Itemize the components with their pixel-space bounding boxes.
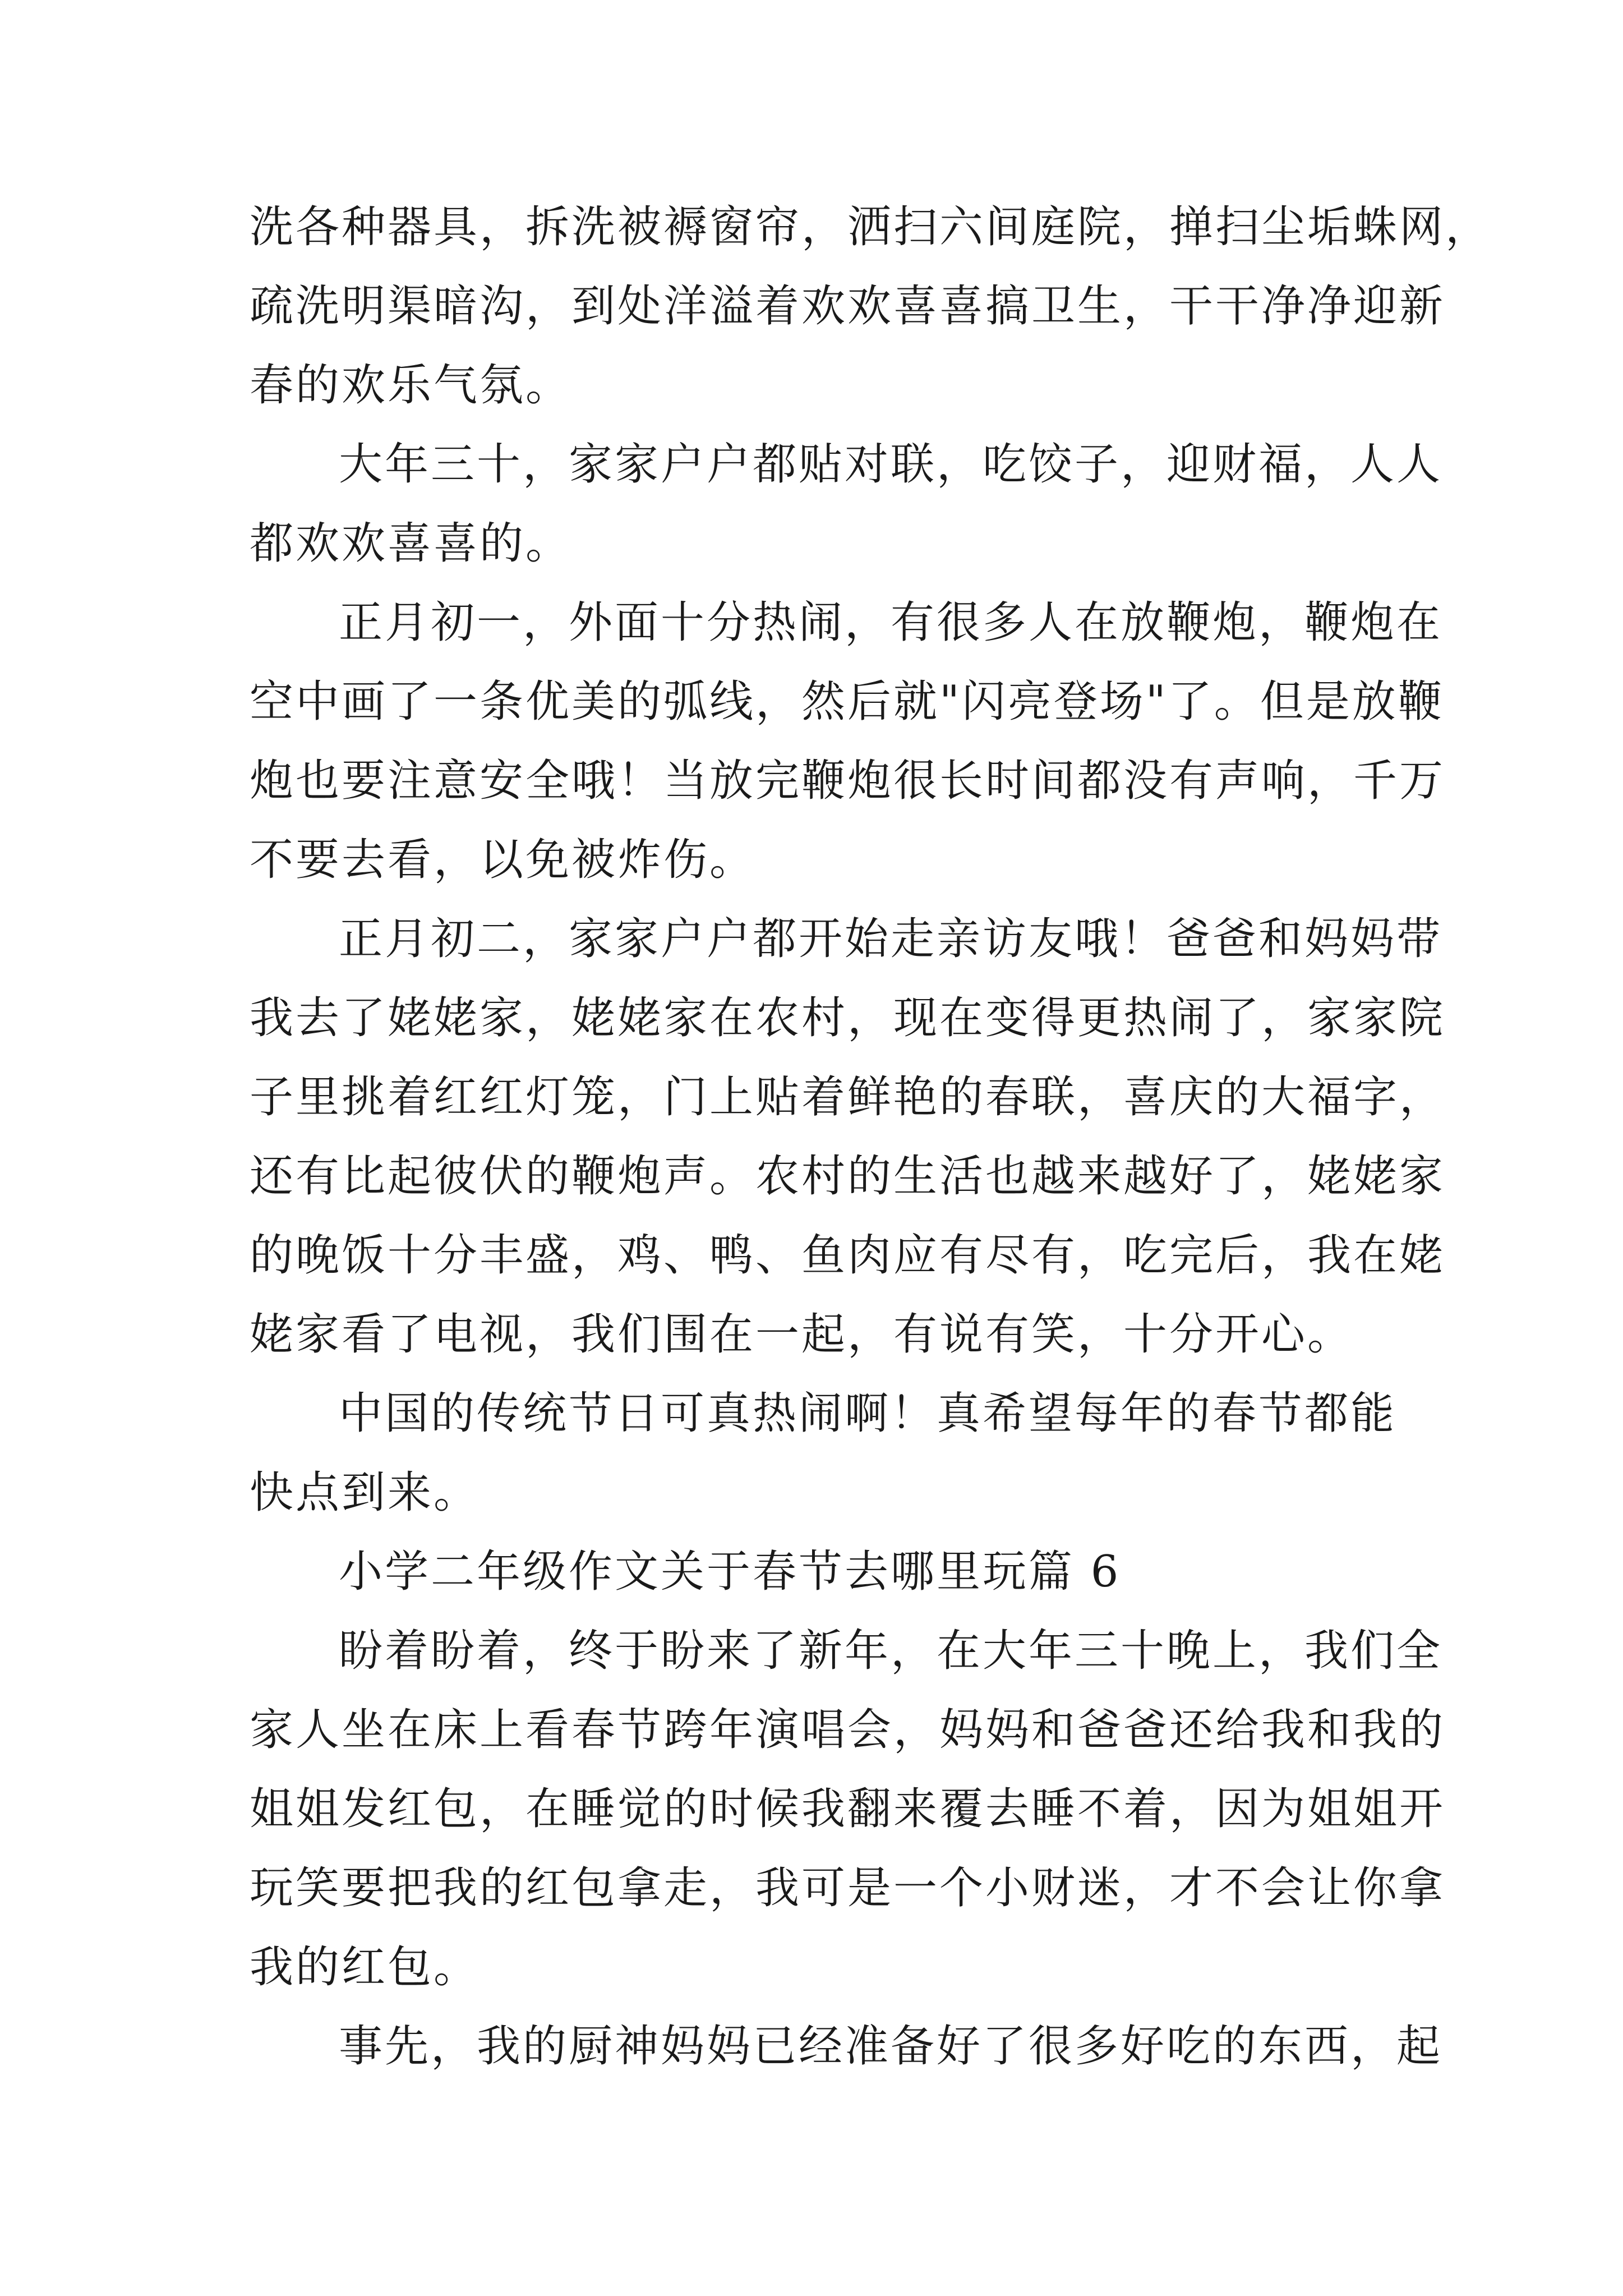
text-line: 姐姐发红包，在睡觉的时候我翻来覆去睡不着，因为姐姐开 [250,1784,1446,1834]
text-line: 还有比起彼伏的鞭炮声。农村的生活也越来越好了，姥姥家 [250,1151,1446,1202]
text-line: 大年三十，家家户户都贴对联，吃饺子，迎财福，人人 [339,439,1443,490]
text-line: 我的红包。 [250,1942,480,1993]
text-line: 姥家看了电视，我们围在一起，有说有笑，十分开心。 [250,1309,1354,1360]
text-line: 空中画了一条优美的弧线，然后就"闪亮登场"了。但是放鞭 [250,677,1444,727]
text-line: 春的欢乐气氛。 [250,360,572,411]
text-line: 家人坐在床上看春节跨年演唱会，妈妈和爸爸还给我和我的 [250,1705,1446,1755]
text-line: 都欢欢喜喜的。 [250,518,572,569]
text-line: 玩笑要把我的红包拿走，我可是一个小财迷，才不会让你拿 [250,1863,1446,1913]
text-line: 盼着盼着，终于盼来了新年，在大年三十晚上，我们全 [339,1626,1443,1676]
text-line: 中国的传统节日可真热闹啊！真希望每年的春节都能 [339,1388,1397,1439]
text-line: 炮也要注意安全哦！当放完鞭炮很长时间都没有声响，千万 [250,756,1446,806]
text-line: 快点到来。 [250,1467,480,1518]
text-line: 疏洗明渠暗沟，到处洋溢着欢欢喜喜搞卫生，干干净净迎新 [250,281,1446,332]
text-line: 正月初一，外面十分热闹，有很多人在放鞭炮，鞭炮在 [339,597,1443,648]
text-line: 子里挑着红红灯笼，门上贴着鲜艳的春联，喜庆的大福字， [250,1072,1446,1122]
text-line: 正月初二，家家户户都开始走亲访友哦！爸爸和妈妈带 [339,914,1443,964]
text-line: 洗各种器具，拆洗被褥窗帘，洒扫六间庭院，掸扫尘垢蛛网， [250,202,1492,252]
text-line: 事先，我的厨神妈妈已经准备好了很多好吃的东西，起 [339,2021,1443,2072]
text-line: 不要去看，以免被炸伤。 [250,835,756,885]
text-line: 的晚饭十分丰盛，鸡、鸭、鱼肉应有尽有，吃完后，我在姥 [250,1230,1446,1281]
section-heading: 小学二年级作文关于春节去哪里玩篇 6 [339,1547,1121,1597]
text-line: 我去了姥姥家，姥姥家在农村，现在变得更热闹了，家家院 [250,993,1446,1043]
